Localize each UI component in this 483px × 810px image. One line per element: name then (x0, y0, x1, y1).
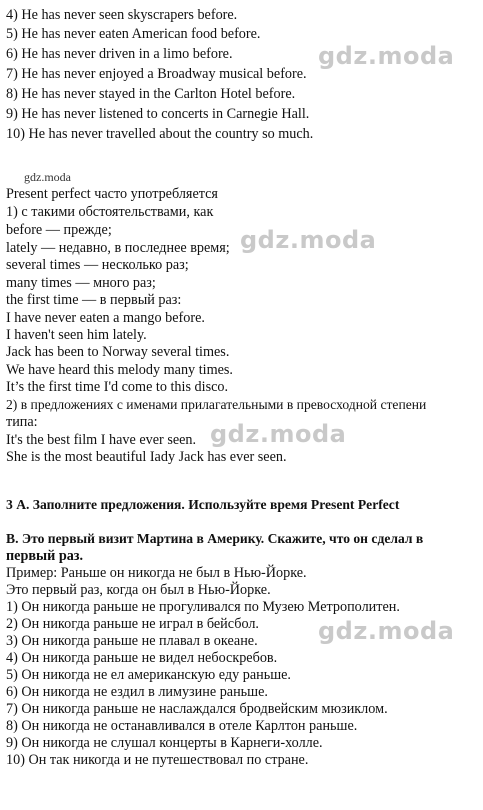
task-line: 4) Он никогда раньше не видел небоскребов. (6, 650, 278, 666)
task-line: 7) Он никогда раньше не наслаждался бродвейским мюзиклом. (6, 701, 388, 717)
task-line: 8) Он никогда не останавливался в отеле Карлтон раньше. (6, 718, 358, 734)
list-item: 4) He has never seen skyscrapers before. (6, 7, 238, 23)
theory-line: 2) в предложениях с именами прилагательными в превосходной степени (6, 397, 427, 412)
theory-label: gdz.moda (24, 170, 71, 184)
task-line: 1) Он никогда раньше не прогуливался по Музею Метрополитен. (6, 599, 400, 615)
list-item: 7) He has never enjoyed a Broadway musical before. (6, 66, 307, 82)
theory-line: several times — несколько раз; (6, 257, 189, 273)
task-line: 6) Он никогда не ездил в лимузине раньше. (6, 684, 268, 700)
list-item: 10) He has never travelled about the country so much. (6, 126, 314, 142)
task-subheading: первый раз. (6, 548, 84, 564)
task-line: 10) Он так никогда и не путешествовал по стране. (6, 752, 309, 768)
watermark: gdz.moda (210, 420, 347, 448)
task-heading: 3 А. Заполните предложения. Используйте время Present Perfect (6, 497, 400, 512)
list-item: 8) He has never stayed in the Carlton Hotel before. (6, 86, 296, 102)
watermark: gdz.moda (240, 226, 377, 254)
task-line: Это первый раз, когда он был в Нью-Йорке. (6, 582, 271, 598)
task-subheading: В. Это первый визит Мартина в Америку. Скажите, что он сделал в (6, 531, 424, 546)
example-line: It's the best film I have ever seen. (6, 432, 197, 448)
theory-line: Present perfect часто употребляется (6, 186, 218, 202)
example-line: She is the most beautiful Iady Jack has ever seen. (6, 449, 287, 465)
watermark: gdz.moda (318, 617, 455, 645)
task-line: 3) Он никогда раньше не плавал в океане. (6, 633, 258, 649)
task-line: 2) Он никогда раньше не играл в бейсбол. (6, 616, 259, 632)
theory-line: the first time — в первый раз: (6, 292, 182, 308)
example-line: I haven't seen him lately. (6, 327, 147, 343)
example-line: I have never eaten a mango before. (6, 310, 205, 326)
list-item: 9) He has never listened to concerts in Carnegie Hall. (6, 106, 310, 122)
example-line: It’s the first time I'd come to this disco. (6, 379, 229, 395)
theory-line: типа: (6, 414, 38, 430)
list-item: 5) He has never eaten American food before. (6, 26, 261, 42)
task-line: 9) Он никогда не слушал концерты в Карнеги-холле. (6, 735, 323, 751)
list-item: 6) He has never driven in a limo before. (6, 46, 233, 62)
theory-line: before — прежде; (6, 222, 112, 238)
task-line: 5) Он никогда не ел американскую еду раньше. (6, 667, 291, 683)
watermark: gdz.moda (318, 42, 455, 70)
theory-line: 1) с такими обстоятельствами, как (6, 204, 214, 220)
theory-line: many times — много раз; (6, 275, 156, 291)
task-line: Пример: Раньше он никогда не был в Нью-Йорке. (6, 565, 307, 581)
example-line: Jack has been to Norway several times. (6, 344, 230, 360)
example-line: We have heard this melody many times. (6, 362, 233, 378)
theory-line: lately — недавно, в последнее время; (6, 240, 230, 256)
